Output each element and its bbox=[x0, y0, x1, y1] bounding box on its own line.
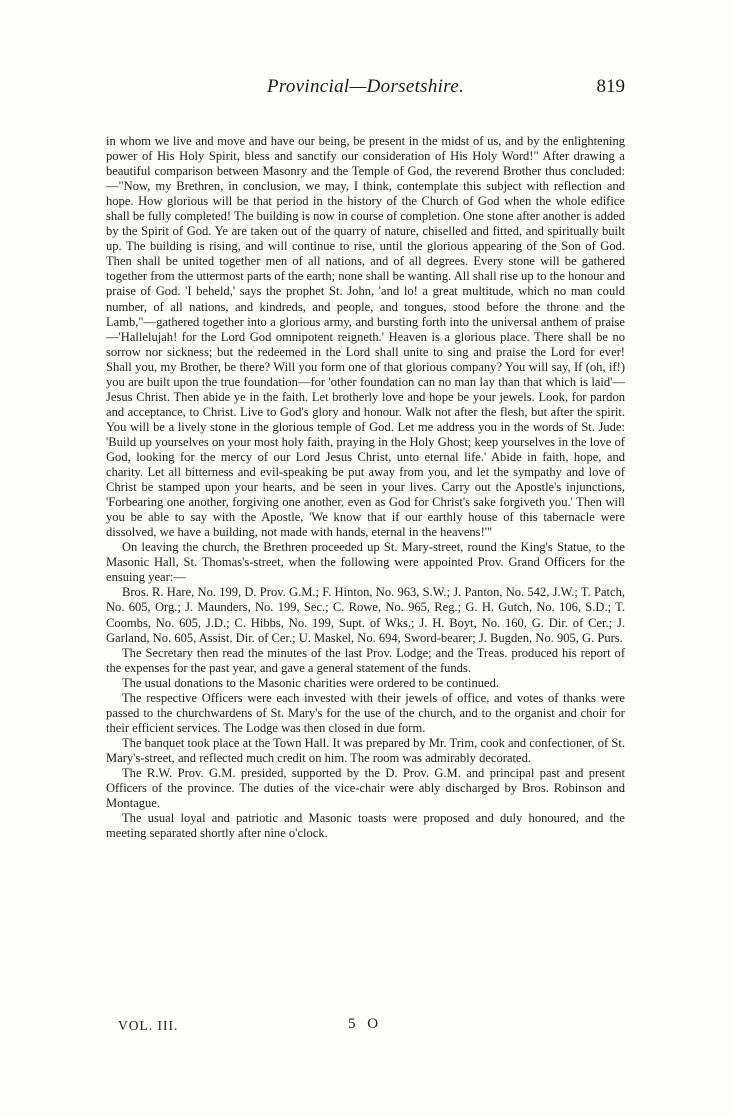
paragraph-sermon: in whom we live and move and have our being, be present in the midst of us, and by the enlightening power of His Holy Spirit, bless and sanctify our consideration of His Holy Word!" After drawing a beautiful comparison between Masonry and the Temple of God, the reverend Brother thus concluded:—"Now, my Brethren, in conclusion, we may, I think, contemplate this subject with reflection and hope. How glorious will be that period in the history of the Church of God when the whole edifice shall be fully completed! The building is now in course of completion. One stone after another is added by the Spirit of God. Ye are taken out of the quarry of nature, chiselled and fitted, and spiritually built up. The building is rising, and will continue to rise, until the glorious appearing of the Son of God. Then shall be united together men of all nations, and of all degrees. Every stone will be gathered together from the uttermost parts of the earth; none shall be wanting. All shall rise up to the honour and praise of God. 'I beheld,' says the prophet St. John, 'and lo! a great multitude, which no man could number, of all nations, and kindreds, and people, and tongues, stood before the throne and the Lamb,"—gathered together into a glorious army, and bursting forth into the universal anthem of praise—'Hallelujah! for the Lord God omnipotent reigneth.' Heaven is a glorious place. There shall be no sorrow nor sickness; but the redeemed in the Lord shall unite to sing and praise the Lord for ever! Shall you, my Brother, be there? Will you form one of that glorious company? You will say, If (oh, if!) you are built upon the true foundation—for 'other foundation can no man lay than that which is laid'—Jesus Christ. Then abide ye in the faith. Let brotherly love and hope be your jewels. Look, for pardon and acceptance, to Christ. Live to God's glory and honour. Walk not after the flesh, but after the spirit. You will be a lively stone in the glorious temple of God. Let me address you in the words of St. Jude: 'Build up yourselves on your most holy faith, praying in the Holy Ghost; keep yourselves in the love of God, looking for the mercy of our Lord Jesus Christ, unto eternal life.' Abide in faith, hope, and charity. Let all bitterness and evil-speaking be put away from you, and let the sympathy and love of Christ be stamped upon your hearts, and be seen in your lives. Carry out the Apostle's injunctions, 'Forbearing one another, forgiving one another, even as God for Christ's sake forgiveth you.' Then will you be able to say with the Apostle, 'We know that if our earthly house of this tabernacle were dissolved, we have a building, not made with hands, eternal in the heavens!'" bbox=[106, 134, 625, 540]
page-footer bbox=[118, 1018, 418, 1038]
paragraph-secretary-report: The Secretary then read the minutes of the last Prov. Lodge; and the Treas. produced his report of the expenses for the past year, and gave a general statement of the funds. bbox=[106, 645, 625, 675]
paragraph-banquet: The banquet took place at the Town Hall. It was prepared by Mr. Trim, cook and confectioner, of St. Mary's-street, and reflected much credit on him. The room was admirably decorated. bbox=[106, 735, 625, 765]
article-body bbox=[106, 134, 625, 841]
paragraph-toasts: The usual loyal and patriotic and Masonic toasts were proposed and duly honoured, and the meeting separated shortly after nine o'clock. bbox=[106, 811, 625, 841]
paragraph-officers-list: Bros. R. Hare, No. 199, D. Prov. G.M.; F. Hinton, No. 963, S.W.; J. Panton, No. 542, J.W.; T. Patch, No. 605, Org.; J. Maunders, No. 199, Sec.; C. Rowe, No. 965, Reg.; G. H. Gutch, No. 106, S.D.; T. Coombs, No. 605, J.D.; C. Hibbs, No. 199, Supt. of Wks.; J. H. Boyt, No. 160, G. Dir. of Cer.; J. Garland, No. 605, Assist. Dir. of Cer.; U. Maskel, No. 694, Sword-bearer; J. Bugden, No. 905, G. Purs. bbox=[106, 585, 625, 645]
paragraph-presidency: The R.W. Prov. G.M. presided, supported by the D. Prov. G.M. and principal past and present Officers of the province. The duties of the vice-chair were ably discharged by Bros. Robinson and Montague. bbox=[106, 765, 625, 811]
paragraph-investiture: The respective Officers were each invested with their jewels of office, and votes of thanks were passed to the churchwardens of St. Mary's for the use of the church, and to the organist and choir for their efficient services. The Lodge was then closed in due form. bbox=[106, 690, 625, 735]
paragraph-procession: On leaving the church, the Brethren proceeded up St. Mary-street, round the King's Statue, to the Masonic Hall, St. Thomas's-street, when the following were appointed Prov. Grand Officers for the ensuing year:— bbox=[106, 540, 625, 585]
paragraph-donations: The usual donations to the Masonic charities were ordered to be continued. bbox=[122, 675, 499, 690]
volume-label: VOL. III. bbox=[118, 1018, 179, 1033]
page-header bbox=[106, 76, 625, 102]
signature-mark: 5 O bbox=[348, 1016, 383, 1032]
running-title: Provincial—Dorsetshire. bbox=[266, 76, 465, 97]
page-number: 819 bbox=[596, 76, 625, 97]
